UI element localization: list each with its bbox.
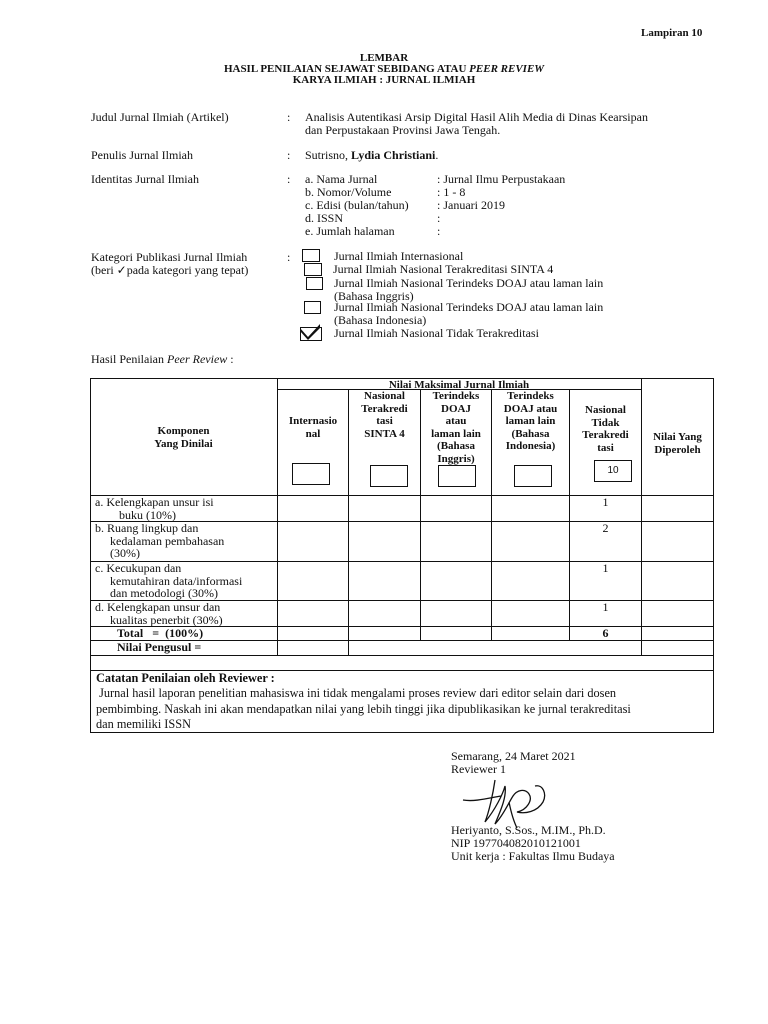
kategori-checkbox-doaj-indonesia[interactable] — [304, 301, 321, 314]
max-tidak-terakreditasi-box[interactable]: 10 — [594, 460, 632, 482]
judul-label: Judul Jurnal Ilmiah (Artikel) — [91, 110, 229, 124]
sign-place-date: Semarang, 24 Maret 2021 — [451, 749, 576, 763]
title-karya-ilmiah: KARYA ILMIAH : JURNAL ILMIAH — [292, 74, 476, 86]
row-a-score: 1 — [602, 495, 609, 509]
max-internasional-box[interactable] — [292, 463, 330, 485]
catatan-line1: Jurnal hasil laporan penelitian mahasiswa ini tidak mengalami proses review dari editor selain dari dosen — [96, 686, 617, 700]
max-sinta4-box[interactable] — [370, 465, 408, 487]
komponen-header: Komponen Yang Dinilai — [154, 425, 213, 450]
row-d-label: d. Kelengkapan unsur dan kualitas penerbit (30%) — [95, 600, 223, 627]
total-label: Total = (100%) — [117, 626, 204, 640]
row-c-score: 1 — [602, 561, 609, 575]
penulis-label: Penulis Jurnal Ilmiah — [91, 148, 193, 162]
kategori-instruction: (beri ✓pada kategori yang tepat) — [91, 263, 249, 277]
catatan-title: Catatan Penilaian oleh Reviewer : — [96, 671, 275, 685]
kategori-checkbox-tidak-terakreditasi[interactable] — [300, 327, 322, 341]
identitas-key-b: b. Nomor/Volume — [305, 185, 392, 199]
kategori-checkbox-doaj-inggris[interactable] — [306, 277, 323, 290]
identitas-key-a: a. Nama Jurnal — [305, 172, 378, 186]
col-internasional-header: Internasio nal — [288, 415, 338, 440]
kategori-checkbox-internasional[interactable] — [302, 249, 320, 262]
penulis-colon: : — [287, 148, 291, 162]
title-hasil-penilaian: HASIL PENILAIAN SEJAWAT SEBIDANG ATAU PEER REVIEW — [223, 63, 545, 75]
hasil-penilaian-label: Hasil Penilaian Peer Review : — [91, 352, 234, 366]
judul-colon: : — [287, 110, 291, 124]
kategori-option-doaj-inggris-lang: (Bahasa Inggris) — [334, 289, 414, 303]
row-b-label: b. Ruang lingkup dan kedalaman pembahasan (30%) — [95, 521, 225, 560]
col-doaj-inggris-header: Terindeks DOAJ atau laman lain (Bahasa Inggris) — [431, 390, 481, 465]
row-a-label: a. Kelengkapan unsur isi buku (10%) — [95, 495, 214, 522]
sign-role: Reviewer 1 — [451, 762, 506, 776]
kategori-label: Kategori Publikasi Jurnal Ilmiah — [91, 250, 248, 264]
kategori-option-sinta4: Jurnal Ilmiah Nasional Terakreditasi SINTA 4 — [333, 262, 554, 276]
col-sinta4-header: Nasional Terakredi tasi SINTA 4 — [361, 390, 408, 440]
identitas-value-b: : 1 - 8 — [437, 185, 466, 199]
col-tidak-terakreditasi-header: Nasional Tidak Terakredi tasi — [582, 404, 629, 454]
judul-value-line1: Analisis Autentikasi Arsip Digital Hasil Alih Media di Dinas Kearsipan — [305, 110, 648, 124]
col-doaj-indonesia-header: Terindeks DOAJ atau laman lain (Bahasa Indonesia) — [503, 390, 558, 452]
kategori-option-doaj-inggris: Jurnal Ilmiah Nasional Terindeks DOAJ atau laman lain — [334, 276, 604, 290]
lampiran-label: Lampiran 10 — [641, 27, 703, 39]
nilai-pengusul-label: Nilai Pengusul = — [117, 640, 202, 654]
catatan-line3: dan memiliki ISSN — [96, 717, 191, 731]
row-c-label: c. Kecukupan dan kemutahiran data/informasi dan metodologi (30%) — [95, 561, 243, 600]
max-doaj-inggris-box[interactable] — [438, 465, 476, 487]
identitas-value-c: : Januari 2019 — [437, 198, 505, 212]
sign-unit: Unit kerja : Fakultas Ilmu Budaya — [451, 849, 615, 863]
identitas-label: Identitas Jurnal Ilmiah — [91, 172, 199, 186]
identitas-key-c: c. Edisi (bulan/tahun) — [305, 198, 409, 212]
identitas-value-e: : — [437, 224, 441, 238]
kategori-option-doaj-indonesia: Jurnal Ilmiah Nasional Terindeks DOAJ atau laman lain — [334, 300, 604, 314]
penulis-value: Sutrisno, Lydia Christiani. — [305, 148, 439, 162]
identitas-colon: : — [287, 172, 291, 186]
row-b-score: 2 — [602, 521, 609, 535]
sign-name: Heriyanto, S.Sos., M.IM., Ph.D. — [451, 823, 606, 837]
kategori-option-doaj-indonesia-lang: (Bahasa Indonesia) — [334, 313, 427, 327]
kategori-option-internasional: Jurnal Ilmiah Internasional — [334, 249, 464, 263]
max-doaj-indonesia-box[interactable] — [514, 465, 552, 487]
kategori-checkbox-sinta4[interactable] — [304, 263, 322, 276]
title-lembar: LEMBAR — [359, 52, 409, 64]
col-nilai-diperoleh-header: Nilai Yang Diperoleh — [653, 431, 702, 456]
row-d-score: 1 — [602, 600, 609, 614]
total-value: 6 — [602, 626, 609, 640]
identitas-key-e: e. Jumlah halaman — [305, 224, 395, 238]
check-mark-icon — [298, 322, 322, 340]
identitas-value-d: : — [437, 211, 441, 225]
judul-value-line2: dan Perpustakaan Provinsi Jawa Tengah. — [305, 123, 501, 137]
identitas-key-d: d. ISSN — [305, 211, 344, 225]
identitas-value-a: : Jurnal Ilmu Perpustakaan — [437, 172, 566, 186]
kategori-option-tidak-terakreditasi: Jurnal Ilmiah Nasional Tidak Terakreditasi — [334, 326, 539, 340]
catatan-line2: pembimbing. Naskah ini akan mendapatkan nilai yang lebih tinggi jika dipublikasikan ke jurnal terakreditasi — [96, 702, 631, 716]
sign-nip: NIP 197704082010121001 — [451, 836, 581, 850]
nilai-maksimal-header: Nilai Maksimal Jurnal Ilmiah — [388, 379, 530, 391]
kategori-colon: : — [287, 250, 291, 264]
